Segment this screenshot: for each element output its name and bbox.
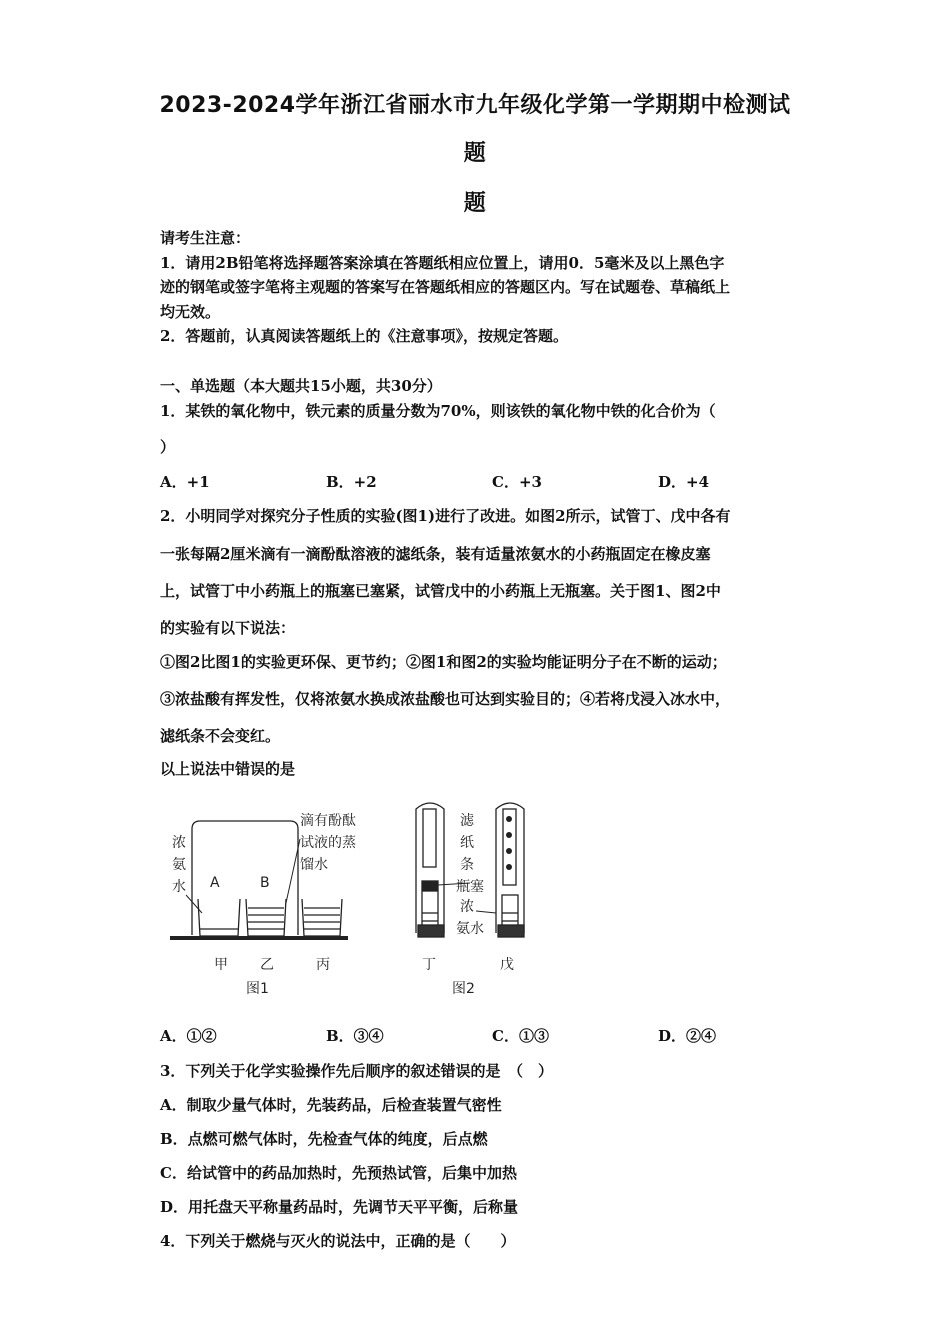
question-2-statements-2: ③浓盐酸有挥发性，仅将浓氨水换成浓盐酸也可达到实验目的；④若将戊浸入冰水中， [160, 690, 731, 708]
notice-item-1: 1．请用2B铅笔将选择题答案涂填在答题纸相应位置上，请用0．5毫米及以上黑色字 [160, 254, 725, 272]
bell-jar [192, 821, 298, 935]
notice-item-2: 2．答题前，认真阅读答题纸上的《注意事项》，按规定答题。 [160, 327, 568, 345]
fig2-label-6: 氨水 [456, 921, 484, 937]
beaker-a [198, 899, 240, 936]
section-heading: 一、单选题（本大题共15小题，共30分） [160, 377, 442, 395]
question-2-option-a: A．①② [160, 1027, 217, 1045]
fig2-label-4: 瓶塞 [456, 879, 484, 895]
beaker-label-yi: 乙 [260, 957, 274, 973]
question-1-stem-end: ） [160, 438, 176, 456]
question-2-prompt: 以上说法中错误的是 [160, 760, 296, 778]
page-title: 2023-2024学年浙江省丽水市九年级化学第一学期期中检测试 [159, 93, 791, 118]
notice-item-1-cont: 迹的钢笔或签字笔将主观题的答案写在答题纸相应的答题区内。写在试题卷、草稿纸上 [160, 278, 731, 296]
fig2-label-3: 条 [460, 857, 474, 873]
question-3-stem: 3．下列关于化学实验操作先后顺序的叙述错误的是 （ ） [160, 1062, 553, 1080]
question-3-option-c: C．给试管中的药品加热时，先预热试管，后集中加热 [160, 1164, 517, 1182]
question-2-statements-3: 滤纸条不会变红。 [160, 727, 281, 745]
beaker-c [302, 899, 342, 936]
beaker-b [246, 899, 286, 936]
page-title-continued: 题 [463, 141, 487, 166]
question-1-stem: 1．某铁的氧化物中，铁元素的质量分数为70%，则该铁的氧化物中铁的化合价为（ [160, 402, 716, 420]
rubber-stopper-ding [418, 925, 444, 937]
fig1-side-label-1: 浓氨水 [172, 835, 186, 895]
fig1-note-line-2: 试液的蒸 [300, 835, 356, 851]
figure-1-caption: 图1 [246, 981, 269, 997]
phenolphthalein-dot [506, 832, 512, 838]
figure-2-caption: 图2 [452, 981, 475, 997]
question-3-option-a: A．制取少量气体时，先装药品，后检查装置气密性 [160, 1096, 502, 1114]
filter-strip-ding [423, 809, 436, 867]
experiment-figure [160, 795, 540, 1005]
question-4-stem: 4．下列关于燃烧与灭火的说法中，正确的是（ ） [160, 1232, 516, 1250]
beaker-b-label: B [260, 875, 270, 891]
vial-wu [502, 895, 518, 929]
fig2-label-1: 滤 [460, 813, 474, 829]
filter-strip-dots [506, 816, 512, 870]
question-2-option-b: B．③④ [326, 1027, 384, 1045]
question-3-option-d: D．用托盘天平称量药品时，先调节天平平衡，后称量 [160, 1198, 519, 1216]
fig1-note-line-1: 滴有酚酞 [300, 813, 356, 829]
notice-item-1-end: 均无效。 [160, 303, 221, 321]
page-title-repeat: 题 [463, 191, 487, 216]
tube-label-ding: 丁 [422, 957, 436, 973]
beaker-a-label: A [210, 875, 220, 891]
stopper-ding [422, 881, 438, 890]
question-2-statements-1: ①图2比图1的实验更环保、更节约；②图1和图2的实验均能证明分子在不断的运动； [160, 653, 727, 671]
vial-ding [422, 891, 438, 929]
rubber-stopper-wu [498, 925, 524, 937]
question-1-option-a: A．+1 [160, 473, 210, 491]
figure-1-labels [172, 812, 356, 997]
question-2-option-d: D．②④ [658, 1027, 717, 1045]
question-1-option-c: C．+3 [492, 473, 542, 491]
question-3-option-b: B．点燃可燃气体时，先检查气体的纯度，后点燃 [160, 1130, 488, 1148]
fig2-label-5: 浓 [460, 899, 474, 915]
question-2-stem-4: 的实验有以下说法： [160, 619, 296, 637]
leader-line [186, 895, 202, 913]
question-2-stem-2: 一张每隔2厘米滴有一滴酚酞溶液的滤纸条，装有适量浓氨水的小药瓶固定在橡皮塞 [160, 545, 711, 563]
leader-line [476, 911, 496, 913]
notice-heading: 请考生注意： [160, 229, 251, 247]
question-1-option-d: D．+4 [658, 473, 710, 491]
beaker-label-jia: 甲 [214, 957, 228, 973]
phenolphthalein-dot [506, 864, 512, 870]
question-2-stem-3: 上，试管丁中小药瓶上的瓶塞已塞紧，试管戊中的小药瓶上无瓶塞。关于图1、图2中 [160, 582, 721, 600]
phenolphthalein-dot [506, 816, 512, 822]
tube-label-wu: 戊 [500, 957, 514, 973]
question-1-option-b: B．+2 [326, 473, 377, 491]
fig2-label-2: 纸 [460, 835, 474, 851]
fig1-note-line-3: 馏水 [300, 857, 328, 873]
question-2-stem: 2．小明同学对探究分子性质的实验(图1)进行了改进。如图2所示，试管丁、戊中各有 [160, 507, 731, 525]
question-2-option-c: C．①③ [492, 1027, 549, 1045]
phenolphthalein-dot [506, 848, 512, 854]
beaker-label-bing: 丙 [316, 957, 330, 973]
